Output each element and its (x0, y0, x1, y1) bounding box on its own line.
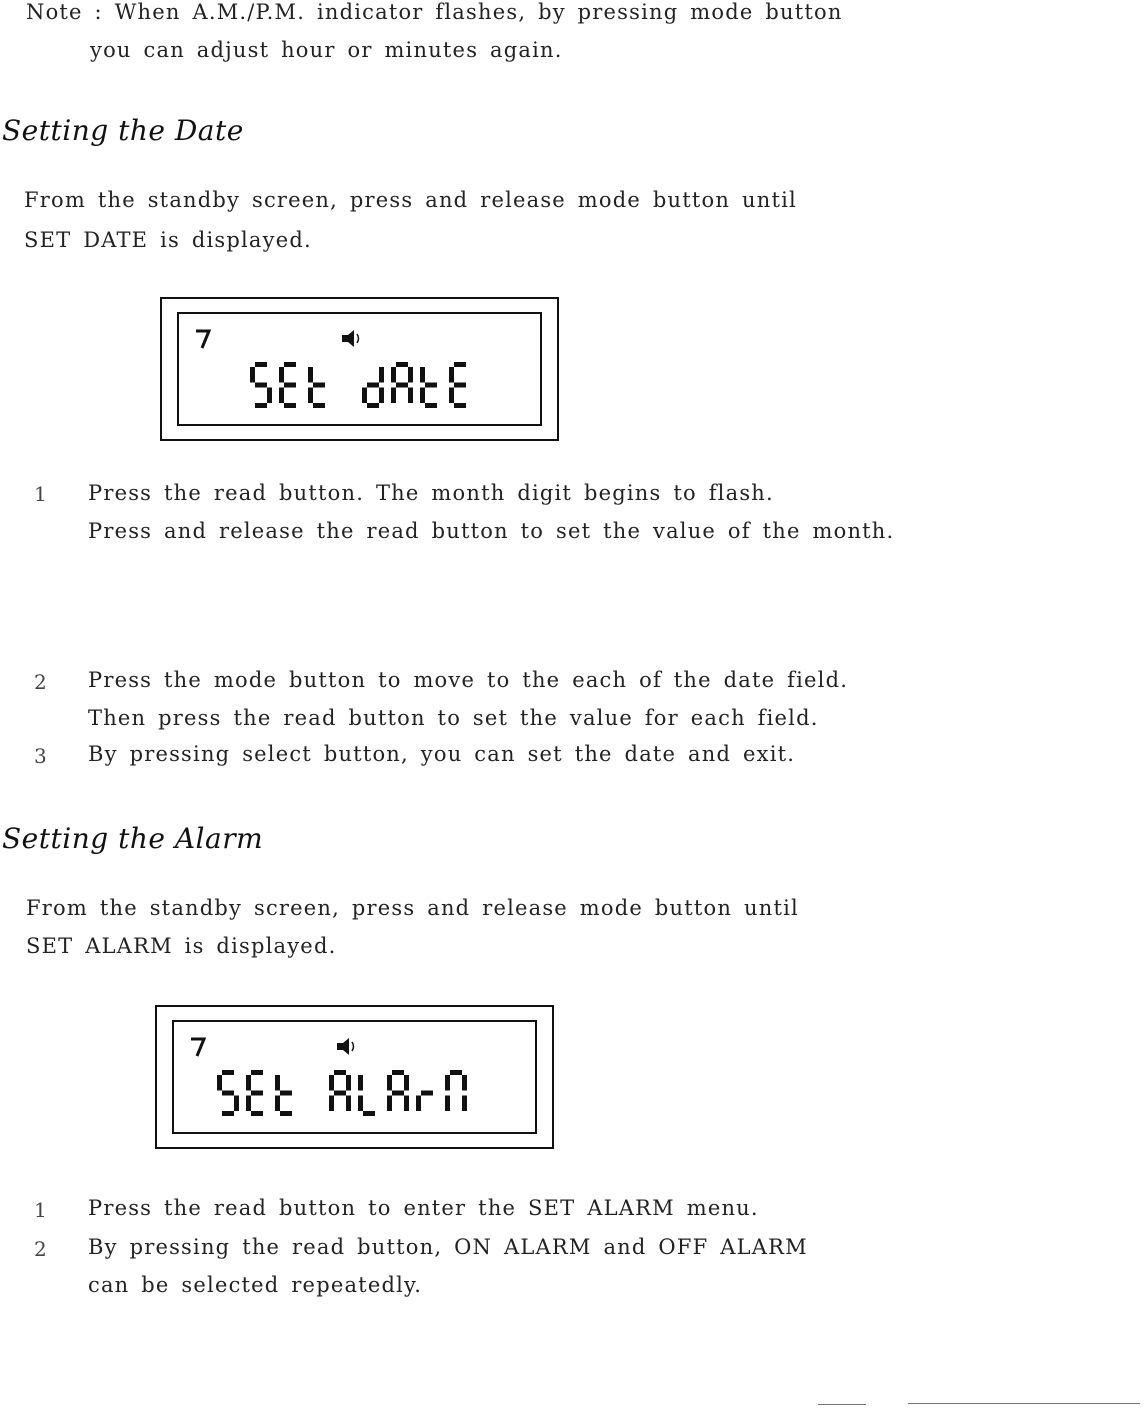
lcd-segment (449, 367, 454, 383)
lcd-segment (425, 383, 437, 388)
lcd-segment (251, 1091, 263, 1096)
lcd-segment (329, 1096, 334, 1112)
lcd-segment (450, 1070, 462, 1075)
lcd-segment (255, 383, 267, 388)
lcd-segment (329, 1075, 334, 1091)
lcd-digits-date (362, 362, 466, 408)
note-line-1: Note : When A.M./P.M. indicator flashes, by pressing mode button (26, 0, 843, 24)
lcd-segment (313, 403, 325, 408)
lcd-segment (346, 1096, 351, 1112)
lcd-segment (425, 403, 437, 408)
date-step-1-line-1: Press the read button. The month digit begins to flash. (88, 481, 774, 505)
alarm-step-1-number: 1 (34, 1198, 47, 1222)
lcd-segment (255, 362, 267, 367)
lcd-segment (367, 403, 379, 408)
scan-artifact (818, 1404, 866, 1405)
date-step-2-line-1: Press the mode button to move to the each of the date field. (88, 668, 849, 692)
lcd-segment (275, 1096, 280, 1112)
lcd-segment (462, 1075, 467, 1091)
lcd-segment (234, 1096, 239, 1112)
lcd-segment (408, 367, 413, 383)
lcd-segment (280, 1091, 292, 1096)
lcd-segment (445, 1096, 450, 1112)
lcd-digits-set (217, 1070, 292, 1116)
lcd-segment (445, 1075, 450, 1091)
lcd-segment (454, 383, 466, 388)
lcd-segment (379, 367, 384, 383)
date-intro-line-2: SET DATE is displayed. (24, 228, 312, 252)
lcd-segment (392, 1091, 404, 1096)
lcd-segment (420, 388, 425, 404)
lcd-graphics (162, 299, 557, 439)
speaker-icon (337, 1038, 354, 1055)
date-step-1-line-2: Press and release the read button to set the value of the month. (88, 519, 895, 543)
lcd-segment (284, 362, 296, 367)
lcd-segment (284, 383, 296, 388)
lcd-segment (454, 362, 466, 367)
lcd-segment (308, 388, 313, 404)
lcd-segment (367, 383, 379, 388)
alarm-step-2-line-2: can be selected repeatedly. (88, 1273, 423, 1297)
lcd-segment (279, 367, 284, 383)
lcd-segment (379, 388, 384, 404)
lcd-segment (222, 1111, 234, 1116)
lcd-segment (362, 388, 367, 404)
lcd-segment (416, 1096, 421, 1112)
lcd-segment (408, 388, 413, 404)
date-step-3-number: 3 (34, 744, 47, 768)
date-intro-line-1: From the standby screen, press and release mode button until (24, 188, 797, 212)
antenna-icon (196, 331, 209, 348)
alarm-step-2-line-1: By pressing the read button, ON ALARM and OFF ALARM (88, 1235, 808, 1259)
lcd-graphics (157, 1007, 552, 1147)
lcd-segment (363, 1111, 375, 1116)
lcd-segment (391, 388, 396, 404)
lcd-segment (275, 1075, 280, 1091)
lcd-segment (246, 1096, 251, 1112)
lcd-segment (246, 1075, 251, 1091)
alarm-intro-line-1: From the standby screen, press and release mode button until (26, 896, 799, 920)
lcd-segment (421, 1091, 433, 1096)
set-date-lcd-display (160, 297, 559, 441)
lcd-segment (334, 1070, 346, 1075)
lcd-segment (391, 367, 396, 383)
lcd-segment (462, 1096, 467, 1112)
alarm-step-1-line-1: Press the read button to enter the SET ALARM menu. (88, 1196, 759, 1220)
lcd-digits-set (250, 362, 325, 408)
date-step-3-line-1: By pressing select button, you can set the date and exit. (88, 742, 796, 766)
lcd-segment (404, 1096, 409, 1112)
date-heading: Setting the Date (2, 114, 244, 147)
antenna-icon (191, 1039, 204, 1056)
lcd-segment (387, 1096, 392, 1112)
lcd-segment (396, 362, 408, 367)
lcd-segment (346, 1075, 351, 1091)
lcd-segment (313, 383, 325, 388)
lcd-segment (267, 388, 272, 404)
lcd-segment (251, 1111, 263, 1116)
lcd-segment (358, 1096, 363, 1112)
lcd-segment (217, 1075, 222, 1091)
lcd-segment (387, 1075, 392, 1091)
lcd-segment (222, 1091, 234, 1096)
set-alarm-lcd-display (155, 1005, 554, 1149)
alarm-intro-line-2: SET ALARM is displayed. (26, 934, 337, 958)
lcd-segment (420, 367, 425, 383)
lcd-segment (454, 403, 466, 408)
date-step-2-number: 2 (34, 670, 47, 694)
lcd-segment (255, 403, 267, 408)
lcd-segment (280, 1111, 292, 1116)
lcd-segment (250, 367, 255, 383)
lcd-segment (251, 1070, 263, 1075)
lcd-segment (358, 1075, 363, 1091)
lcd-segment (449, 388, 454, 404)
note-line-2: you can adjust hour or minutes again. (90, 38, 563, 62)
alarm-heading: Setting the Alarm (2, 822, 264, 855)
lcd-segment (392, 1070, 404, 1075)
lcd-segment (404, 1075, 409, 1091)
lcd-segment (222, 1070, 234, 1075)
speaker-icon (342, 330, 359, 347)
lcd-segment (308, 367, 313, 383)
date-step-1-number: 1 (34, 482, 47, 506)
lcd-segment (334, 1091, 346, 1096)
alarm-step-2-number: 2 (34, 1237, 47, 1261)
date-step-2-line-2: Then press the read button to set the value for each field. (88, 706, 819, 730)
lcd-segment (279, 388, 284, 404)
lcd-segment (396, 383, 408, 388)
scan-artifact (908, 1403, 1140, 1404)
lcd-digits-alarm (329, 1070, 467, 1116)
lcd-segment (284, 403, 296, 408)
